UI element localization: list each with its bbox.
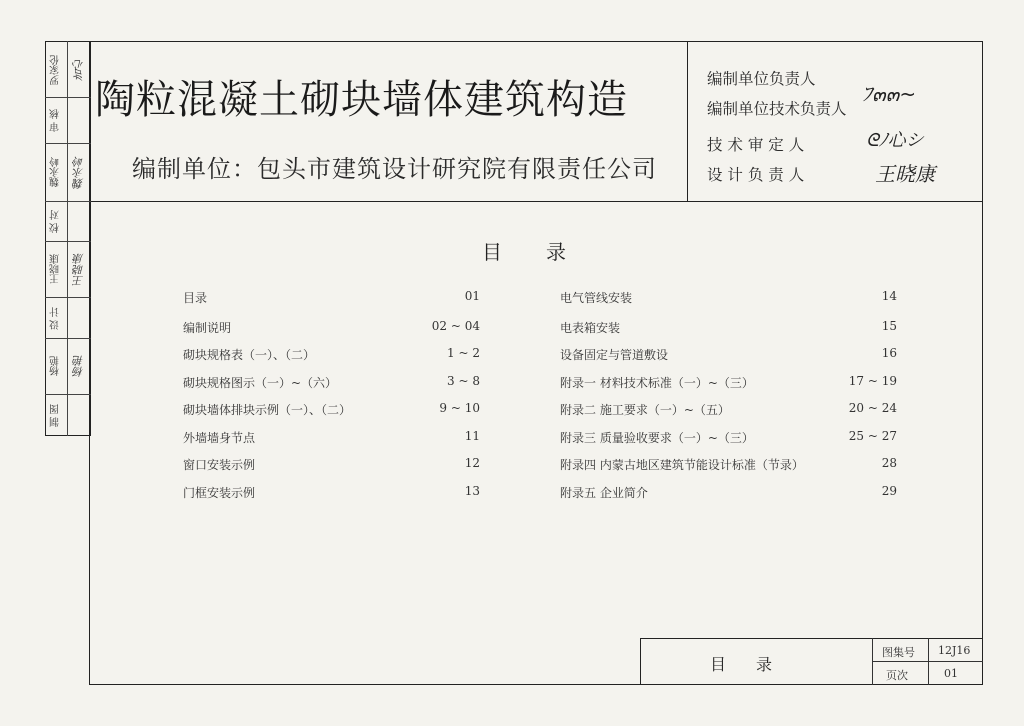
drawing-frame — [89, 41, 983, 685]
toc-entry-page: 16 — [881, 346, 897, 360]
strip-role: 制 图 — [50, 403, 62, 427]
signature-unit-head: ﾌ๓๓~ — [862, 82, 917, 106]
toc-entry-page: 11 — [464, 429, 480, 443]
role-tech-head: 编制单位技术负责人 — [707, 100, 847, 118]
toc-entry-page: 15 — [881, 319, 897, 333]
toc-entry-page: 25 ~ 27 — [848, 429, 897, 443]
page-value: 01 — [944, 667, 958, 680]
strip-name: 王晓康 — [50, 254, 62, 285]
page-label: 页次 — [886, 669, 908, 682]
toc-entry-title: 砌块规格图示（一）~（六） — [183, 376, 338, 390]
toc-entry-title: 窗口安装示例 — [183, 458, 256, 472]
toc-entry-page: 1 ~ 2 — [447, 346, 480, 360]
strip-role: 校 对 — [50, 209, 62, 234]
toc-entry-title: 外墙墙身节点 — [183, 431, 256, 445]
role-unit-head: 编制单位负责人 — [707, 70, 816, 88]
signature-design-lead: 王晓康 — [875, 162, 935, 186]
toc-entry-page: 29 — [881, 484, 897, 498]
header-split-line — [687, 41, 688, 202]
toc-entry-title: 附录四 内蒙古地区建筑节能设计标准（节录） — [560, 458, 804, 472]
main-title: 陶粒混凝土砌块墙体建筑构造 — [95, 77, 628, 123]
toc-entry-page: 20 ~ 24 — [848, 401, 897, 415]
toc-entry-title: 砌块墙体排块示例（一）、（二） — [183, 403, 352, 417]
strip-name: 罗家伦 — [50, 55, 62, 85]
publisher-line: 编制单位：包头市建筑设计研究院有限责任公司 — [132, 155, 657, 183]
strip-signature: 王晓康 — [72, 253, 85, 286]
toc-entry-title: 门框安装示例 — [183, 486, 256, 500]
title-block-divider — [872, 661, 983, 662]
toc-entry-title: 砌块规格表（一）、（二） — [183, 348, 316, 362]
toc-entry-page: 9 ~ 10 — [439, 401, 480, 415]
toc-entry-page: 13 — [464, 484, 480, 498]
strip-signature: 魏永岭 — [72, 156, 85, 189]
toc-entry-page: 3 ~ 8 — [447, 374, 480, 388]
role-reviewer: 技 术 审 定 人 — [707, 136, 805, 154]
toc-entry-title: 电气管线安装 — [560, 291, 633, 305]
toc-entry-title: 编制说明 — [183, 321, 232, 335]
toc-entry-page: 01 — [464, 289, 480, 303]
strip-name: 魏永岭 — [50, 157, 62, 188]
signature-reviewer: ᘓﾉ心シ — [866, 130, 924, 151]
role-design-lead: 设 计 负 责 人 — [707, 166, 805, 184]
strip-role: 审 核 — [50, 108, 62, 133]
header-divider — [89, 201, 983, 202]
toc-entry-page: 28 — [881, 456, 897, 470]
toc-entry-title: 附录三 质量验收要求（一）~（三） — [560, 431, 754, 445]
atlas-number-label: 图集号 — [882, 646, 915, 659]
toc-entry-page: 12 — [464, 456, 480, 470]
toc-title: 目录 — [482, 240, 610, 264]
title-block-name: 目录 — [710, 655, 803, 674]
toc-entry-title: 设备固定与管道敷设 — [560, 348, 669, 362]
toc-entry-page: 02 ~ 04 — [431, 319, 480, 333]
toc-entry-title: 目录 — [183, 291, 208, 305]
toc-entry-title: 附录五 企业简介 — [560, 486, 648, 500]
toc-entry-page: 14 — [881, 289, 897, 303]
strip-signature: ｶﾛ心 — [72, 59, 85, 81]
toc-entry-title: 附录一 材料技术标准（一）~（三） — [560, 376, 754, 390]
toc-entry-title: 附录二 施工要求（一）~（五） — [560, 403, 730, 417]
strip-signature: 杨艳 — [72, 355, 85, 378]
atlas-number-value: 12J16 — [938, 644, 971, 657]
toc-entry-title: 电表箱安装 — [560, 321, 621, 335]
toc-entry-page: 17 ~ 19 — [848, 374, 897, 388]
strip-role: 设 计 — [50, 306, 62, 330]
strip-name: 杨艳 — [50, 356, 62, 377]
